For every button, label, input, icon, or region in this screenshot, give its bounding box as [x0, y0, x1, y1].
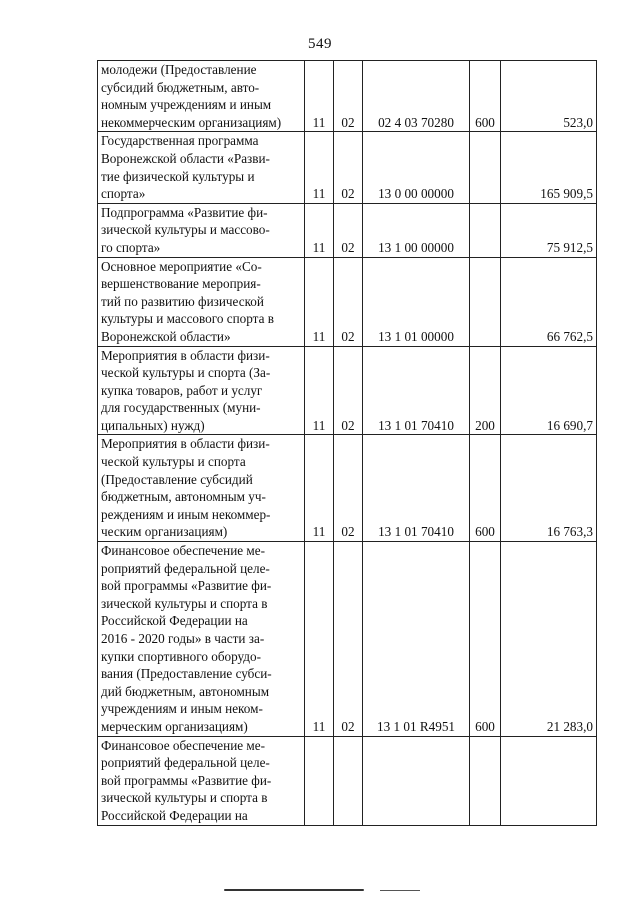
expense-type-cell: 600 [470, 542, 501, 737]
section-code-cell: 11 [305, 132, 334, 203]
subsection-code-cell: 02 [334, 435, 363, 542]
amount-cell: 21 283,0 [501, 542, 597, 737]
budget-table [97, 60, 597, 826]
table-row [98, 736, 597, 825]
table-row [98, 346, 597, 435]
section-code-cell: 11 [305, 542, 334, 737]
target-article-cell [363, 736, 470, 825]
subsection-code-cell: 02 [334, 132, 363, 203]
expense-type-cell [470, 203, 501, 257]
row-name-cell: молодежи (Предоставление субсидий бюджетным, авто- номным учреждениям и иным некоммерческим организациям) [98, 61, 305, 132]
expense-type-cell: 200 [470, 346, 501, 435]
section-code-cell: 11 [305, 257, 334, 346]
page-number: 549 [308, 36, 332, 52]
section-code-cell: 11 [305, 203, 334, 257]
amount-cell: 66 762,5 [501, 257, 597, 346]
amount-cell: 75 912,5 [501, 203, 597, 257]
expense-type-cell: 600 [470, 435, 501, 542]
section-code-cell: 11 [305, 346, 334, 435]
row-name-cell: Мероприятия в области физи- ческой культуры и спорта (Предоставление субсидий бюджетным, автономным уч- реждениям и иным некоммер- ческим организациям) [98, 435, 305, 542]
expense-type-cell: 600 [470, 61, 501, 132]
target-article-cell: 13 1 01 70410 [363, 346, 470, 435]
row-name-cell: Финансовое обеспечение ме- роприятий федеральной целе- вой программы «Развитие фи- зической культуры и спорта в Российской Федерации на 2016 - 2020 годы» в части за- купки спортивного оборудо- вания (Предоставление субси- дий бюджетным, автономным учреждениям и иным неком- мерческим организациям) [98, 542, 305, 737]
target-article-cell: 13 1 01 R4951 [363, 542, 470, 737]
amount-cell: 165 909,5 [501, 132, 597, 203]
amount-cell: 16 763,3 [501, 435, 597, 542]
target-article-cell: 13 1 01 00000 [363, 257, 470, 346]
table-row [98, 203, 597, 257]
subsection-code-cell: 02 [334, 542, 363, 737]
expense-type-cell [470, 736, 501, 825]
amount-cell: 523,0 [501, 61, 597, 132]
table-row [98, 61, 597, 132]
amount-cell [501, 736, 597, 825]
table-row [98, 132, 597, 203]
amount-cell: 16 690,7 [501, 346, 597, 435]
subsection-code-cell: 02 [334, 61, 363, 132]
subsection-code-cell: 02 [334, 257, 363, 346]
row-name-cell: Подпрограмма «Развитие фи- зической культуры и массово- го спорта» [98, 203, 305, 257]
target-article-cell: 13 1 01 70410 [363, 435, 470, 542]
row-name-cell: Основное мероприятие «Со- вершенствование мероприя- тий по развитию физической культуры и массового спорта в Воронежской области» [98, 257, 305, 346]
table-row [98, 542, 597, 737]
row-name-cell: Государственная программа Воронежской области «Разви- тие физической культуры и спорта» [98, 132, 305, 203]
section-code-cell: 11 [305, 61, 334, 132]
table-row [98, 257, 597, 346]
target-article-cell: 02 4 03 70280 [363, 61, 470, 132]
table-row [98, 435, 597, 542]
scan-artifact-line [380, 890, 420, 891]
subsection-code-cell: 02 [334, 203, 363, 257]
section-code-cell [305, 736, 334, 825]
subsection-code-cell [334, 736, 363, 825]
row-name-cell: Финансовое обеспечение ме- роприятий федеральной целе- вой программы «Развитие фи- зической культуры и спорта в Российской Федерации на [98, 736, 305, 825]
target-article-cell: 13 0 00 00000 [363, 132, 470, 203]
subsection-code-cell: 02 [334, 346, 363, 435]
expense-type-cell [470, 257, 501, 346]
scan-artifact-line [224, 889, 364, 891]
target-article-cell: 13 1 00 00000 [363, 203, 470, 257]
row-name-cell: Мероприятия в области физи- ческой культуры и спорта (За- купка товаров, работ и услуг для государственных (муни- ципальных) нужд) [98, 346, 305, 435]
section-code-cell: 11 [305, 435, 334, 542]
expense-type-cell [470, 132, 501, 203]
